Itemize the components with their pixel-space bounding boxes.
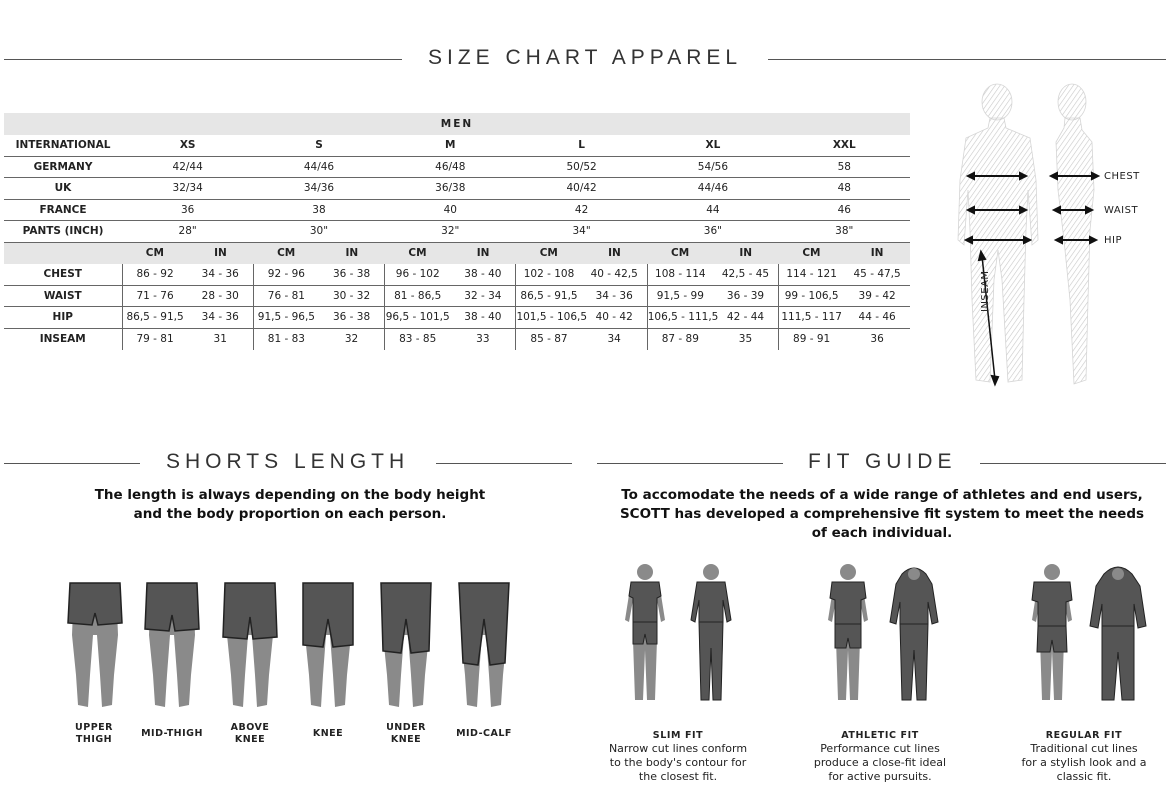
measure-cell: 86 - 92 [122,264,188,286]
unit-in: IN [450,242,516,264]
measure-cell: 42 - 44 [713,307,779,329]
athletic-fit-figure-icon [818,560,948,705]
fit-name-slim: SLIM FIT [652,730,704,741]
measure-row-inseam [4,328,910,350]
size-row-international [4,135,910,157]
measure-cell: 34 - 36 [188,264,254,286]
measure-cell: 76 - 81 [253,285,319,307]
size-cell: 34" [516,221,647,243]
measure-cell: 44 - 46 [844,307,910,329]
chest-label: CHEST [1104,171,1140,182]
measure-cell: 32 - 34 [450,285,516,307]
shorts-intro-line1: The length is always depending on the body height [94,487,486,503]
short-label-line1: MID-CALF [456,728,512,739]
men-header: MEN [4,113,910,135]
short-label-line1: ABOVE [230,722,270,733]
fit-rule-left [597,463,783,464]
fit-intro-line1: To accomodate the needs of a wide range of athletes and end users, [621,487,1143,503]
unit-cm: CM [122,242,188,264]
short-label-mid-thigh [127,728,217,740]
measure-cell: 35 [738,333,753,345]
men-header-row [4,113,910,135]
measure-cell: 34 - 36 [582,285,648,307]
unit-cm: CM [385,242,451,264]
size-row-pants [4,221,910,243]
measure-cell: 87 - 89 [647,328,713,350]
short-under-knee-icon [371,575,441,715]
measure-cell: 36 - 38 [319,307,385,329]
size-cell: 40/42 [516,178,647,200]
short-label-line1: MID-THIGH [141,728,203,739]
size-cell: L [516,135,647,157]
short-label-line2: THIGH [75,734,113,745]
size-cell: 46/48 [385,156,516,178]
fit-intro [597,486,1167,543]
fit-desc-line3: for active pursuits. [828,770,932,783]
row-label: UK [4,178,122,200]
size-cell: 44/46 [647,178,778,200]
unit-cm: CM [779,242,845,264]
fit-desc-line3: the closest fit. [638,770,718,783]
slim-fit-figure-icon [615,560,745,705]
short-mid-calf-icon [449,575,519,715]
size-cell: S [253,135,384,157]
measure-cell: 102 - 108 [516,264,582,286]
measure-cell: 106,5 - 111,5 [647,307,713,329]
measure-cell: 32 [344,333,359,345]
hip-label: HIP [1104,235,1122,246]
header-rule-left [4,59,402,60]
measure-cell: 114 - 121 [779,264,845,286]
measure-row-waist [4,285,910,307]
measure-cell: 91,5 - 96,5 [253,307,319,329]
fit-desc-line2: to the body's contour for [609,756,747,769]
fit-desc-line1: Traditional cut lines [1030,742,1138,755]
measure-cell: 96,5 - 101,5 [385,307,451,329]
measure-cell: 81 - 86,5 [385,285,451,307]
measure-cell: 31 [213,333,227,345]
size-cell: 34/36 [253,178,384,200]
short-label-line1: UPPER [75,722,113,733]
size-cell: 42 [516,199,647,221]
short-above-knee-icon [215,575,285,715]
size-cell: 58 [779,156,910,178]
size-cell: M [385,135,516,157]
unit-cm: CM [647,242,713,264]
short-label-line2: KNEE [234,734,266,745]
row-label: PANTS (INCH) [4,221,122,243]
measure-cell: 33 [476,333,490,345]
shorts-title: SHORTS LENGTH [166,450,410,473]
unit-in: IN [188,242,254,264]
size-cell: 36" [647,221,778,243]
measure-cell: 34 - 36 [188,307,254,329]
shorts-rule-right [436,463,572,464]
unit-in: IN [713,242,779,264]
size-cell: XL [647,135,778,157]
measure-cell: 38 - 40 [450,307,516,329]
row-label: CHEST [4,264,122,286]
short-label-under-knee [361,722,451,746]
short-label-above-knee [205,722,295,746]
short-mid-thigh-icon [137,575,207,715]
fit-guide-title: FIT GUIDE [808,450,957,473]
size-cell: 32/34 [122,178,253,200]
size-cell: 36/38 [385,178,516,200]
measure-cell: 85 - 87 [516,328,582,350]
measure-cell: 40 - 42,5 [582,264,648,286]
fit-desc-line1: Performance cut lines [820,742,940,755]
short-label-line1: UNDER [386,722,426,733]
size-cell: XS [122,135,253,157]
short-label-line1: KNEE [312,728,344,739]
unit-in: IN [844,242,910,264]
size-cell: 36 [122,199,253,221]
measure-cell: 91,5 - 99 [647,285,713,307]
fit-name-regular: REGULAR FIT [1045,730,1123,741]
measure-cell: 45 - 47,5 [844,264,910,286]
measure-cell: 30 - 32 [319,285,385,307]
measure-cell: 39 - 42 [844,285,910,307]
shorts-rule-left [4,463,140,464]
measure-cell: 42,5 - 45 [713,264,779,286]
short-label-knee [283,728,373,740]
size-row-france [4,199,910,221]
inseam-label: INSEAM [980,270,991,312]
page-title: SIZE CHART APPAREL [428,46,743,69]
fit-intro-line2: SCOTT has developed a comprehensive fit system to meet the needs [619,506,1145,522]
row-label: GERMANY [4,156,122,178]
fit-desc-line3: classic fit. [1056,770,1112,783]
unit-in: IN [319,242,385,264]
size-cell: XXL [779,135,910,157]
shorts-intro [60,486,520,524]
measure-cell: 86,5 - 91,5 [516,285,582,307]
measure-cell: 111,5 - 117 [779,307,845,329]
size-cell: 46 [779,199,910,221]
body-measurement-figure [940,80,1170,400]
unit-cm: CM [516,242,582,264]
unit-spacer [4,242,122,264]
fit-desc-regular [1004,742,1164,784]
waist-label: WAIST [1104,205,1139,216]
measure-cell: 38 - 40 [450,264,516,286]
measure-cell: 71 - 76 [122,285,188,307]
fit-desc-slim [598,742,758,784]
size-row-uk [4,178,910,200]
shorts-intro-line2: and the body proportion on each person. [133,506,447,522]
short-label-upper-thigh [49,722,139,746]
fit-desc-line2: produce a close-fit ideal [813,756,947,769]
measure-cell: 79 - 81 [122,328,188,350]
short-label-line2: KNEE [390,734,422,745]
measure-cell: 96 - 102 [385,264,451,286]
unit-in: IN [582,242,648,264]
size-cell: 44/46 [253,156,384,178]
size-row-germany [4,156,910,178]
measure-cell: 36 - 38 [319,264,385,286]
regular-fit-figure-icon [1022,560,1152,705]
size-cell: 40 [385,199,516,221]
header-rule-right [768,59,1166,60]
measure-cell: 89 - 91 [779,328,845,350]
fit-name-athletic: ATHLETIC FIT [841,730,919,741]
measure-cell: 36 - 39 [713,285,779,307]
row-label: INTERNATIONAL [4,135,122,157]
fit-desc-athletic [800,742,960,784]
row-label: INSEAM [39,333,86,345]
measure-cell: 108 - 114 [647,264,713,286]
measure-cell: 101,5 - 106,5 [516,307,582,329]
fit-intro-line3: of each individual. [811,525,953,541]
measure-row-chest [4,264,910,286]
size-cell: 28" [122,221,253,243]
measure-cell: 92 - 96 [253,264,319,286]
measure-cell: 28 - 30 [188,285,254,307]
size-cell: 38 [253,199,384,221]
size-cell: 32" [385,221,516,243]
size-cell: 54/56 [647,156,778,178]
measure-cell: 99 - 106,5 [779,285,845,307]
size-cell: 42/44 [122,156,253,178]
unit-row [4,242,910,264]
short-label-mid-calf [439,728,529,740]
measure-cell: 83 - 85 [385,328,451,350]
size-cell: 38" [779,221,910,243]
row-label: HIP [4,307,122,329]
measure-cell: 36 [870,333,884,345]
size-cell: 30" [253,221,384,243]
measure-cell: 40 - 42 [582,307,648,329]
fit-desc-line1: Narrow cut lines conform [608,742,748,755]
size-cell: 44 [647,199,778,221]
size-cell: 50/52 [516,156,647,178]
size-cell: 48 [779,178,910,200]
unit-cm: CM [253,242,319,264]
measure-cell: 34 [607,333,621,345]
short-knee-icon [293,575,363,715]
row-label: FRANCE [4,199,122,221]
fit-rule-right [980,463,1166,464]
short-upper-thigh-icon [60,575,130,715]
body-silhouette-icon [940,80,1170,400]
measure-cell: 81 - 83 [253,328,319,350]
fit-desc-line2: for a stylish look and a [1021,756,1147,769]
measure-row-hip [4,307,910,329]
measure-cell: 86,5 - 91,5 [122,307,188,329]
row-label: WAIST [4,285,122,307]
size-table [4,113,910,350]
